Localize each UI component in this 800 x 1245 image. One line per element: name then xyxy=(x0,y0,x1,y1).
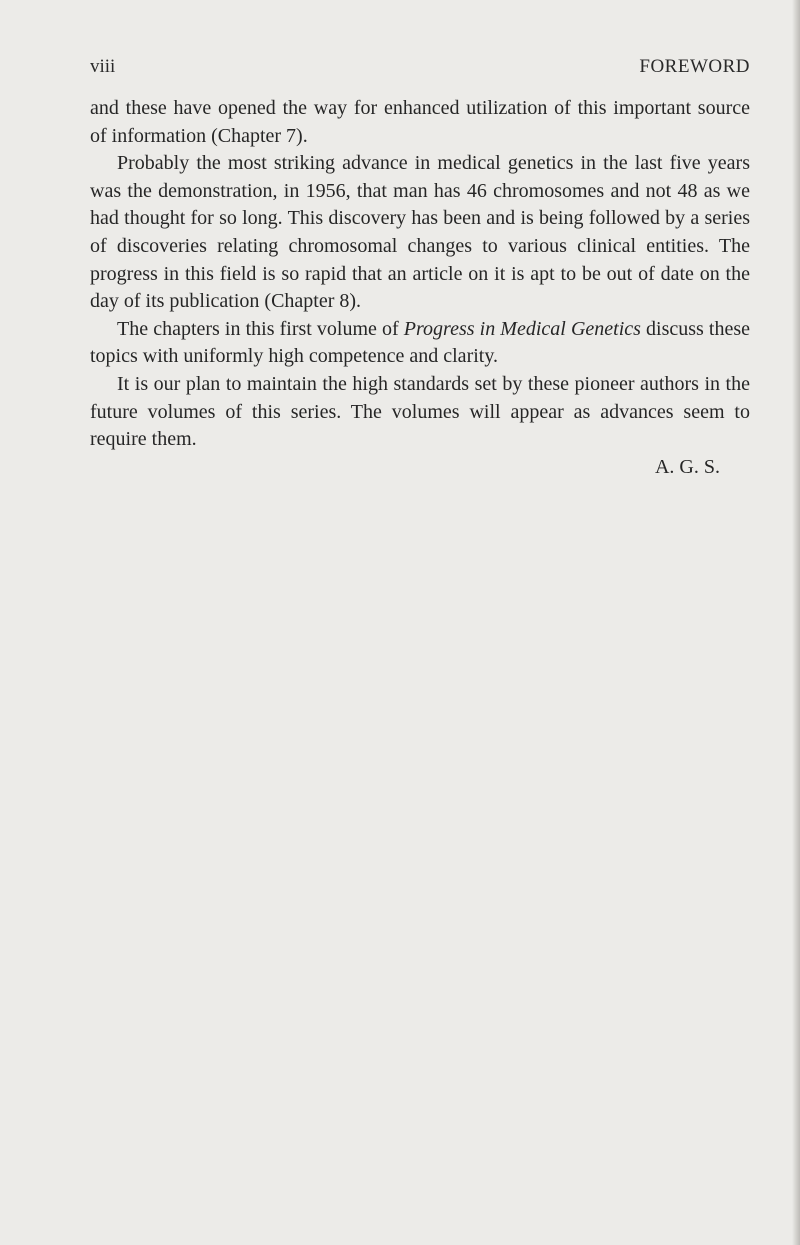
foreword-body xyxy=(90,95,750,481)
paragraph-text-after-title: discuss these topics with uniformly high competence and clarity. xyxy=(90,317,751,368)
paragraph-text-before-title: The chapters in this first volume of xyxy=(117,317,404,340)
running-head xyxy=(90,56,750,86)
paragraph-continuation: and these have opened the way for enhanced utilization of this important source of information (Chapter 7). xyxy=(90,97,750,147)
book-series-title: Progress in Medical Genetics xyxy=(403,317,641,340)
page-number: viii xyxy=(90,56,116,77)
page-edge-shadow xyxy=(792,0,800,1245)
paragraph-chromosome-discovery: Probably the most striking advance in medical genetics in the last five years was the demonstration, in 1956, that man has 46 chromosomes and not 48 as we had thought for so long. This discovery has been and is being followed by a series of discoveries relating chromosomal changes to various clinical entities. The progress in this field is so rapid that an article on it is apt to be out of date on the day of its publication (Chapter 8). xyxy=(90,152,750,313)
paragraph-future-plans: It is our plan to maintain the high standards set by these pioneer authors in the future volumes of this series. The volumes will appear as advances seem to require them. xyxy=(90,372,750,451)
section-title: FOREWORD xyxy=(639,56,750,77)
author-initials: A. G. S. xyxy=(654,455,720,478)
paragraph-volume-chapters xyxy=(90,316,750,371)
